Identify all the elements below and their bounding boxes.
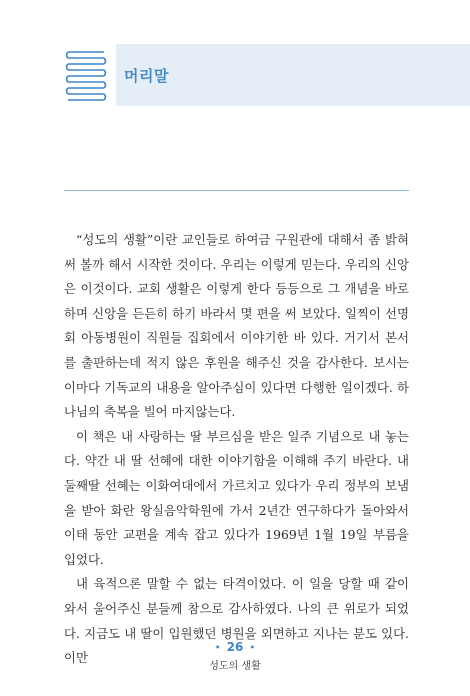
chapter-title: 머리말 (124, 67, 169, 85)
running-title: 성도의 생활 (209, 661, 261, 672)
paragraph: 내 육적으론 말할 수 없는 타격이었다. 이 일을 당할 때 같이 와서 울어주신 분들께 참으로 감사하였다. 나의 큰 위로가 되었다. 지금도 내 딸이 입원했던 병원을 외면하고 지나는 분도 있다. 이만 (64, 576, 409, 666)
header-band (116, 44, 470, 106)
bullet-dot-icon: • (214, 643, 221, 654)
book-stack-icon (64, 46, 108, 104)
body-text (64, 228, 409, 671)
bullet-dot-icon: • (249, 643, 256, 654)
paragraph: 이 책은 내 사랑하는 딸 부르심을 받은 일주 기념으로 내 놓는다. 약간 내 딸 선혜에 대한 이야기함을 이해해 주기 바란다. 내 둘째딸 선혜는 이화여대에서 가르치고 있다가 우리 정부의 보냄을 받아 화란 왕실음악학원에 가서 2년간 연구하다가 돌아와서 이태 동안 교편을 계속 잡고 있다가 1969년 1월 19일 부름을 입었다. (64, 428, 409, 567)
divider-rule (64, 190, 409, 191)
page-number-line (0, 636, 470, 655)
paragraph: “성도의 생활”이란 교인들로 하여금 구원관에 대해서 좀 밝혀 써 볼까 해서 시작한 것이다. 우리는 이렇게 믿는다. 우리의 신앙은 이것이다. 교회 생활은 이렇게 한다 등등으로 그 개념을 바로 하며 신앙을 든든히 하기 바라서 몇 편을 써 보았다. 일찍이 선명회 아동병원이 직원들 집회에서 이야기한 바 있다. 거기서 본서를 출판하는데 적지 않은 후원을 해주신 것을 감사한다. 보시는 이마다 기독교의 내용을 알아주심이 있다면 다행한 일이겠다. 하나님의 축복을 빌어 마지않는다. (64, 232, 409, 420)
page-number: 26 (226, 640, 244, 654)
page-footer (0, 636, 470, 672)
